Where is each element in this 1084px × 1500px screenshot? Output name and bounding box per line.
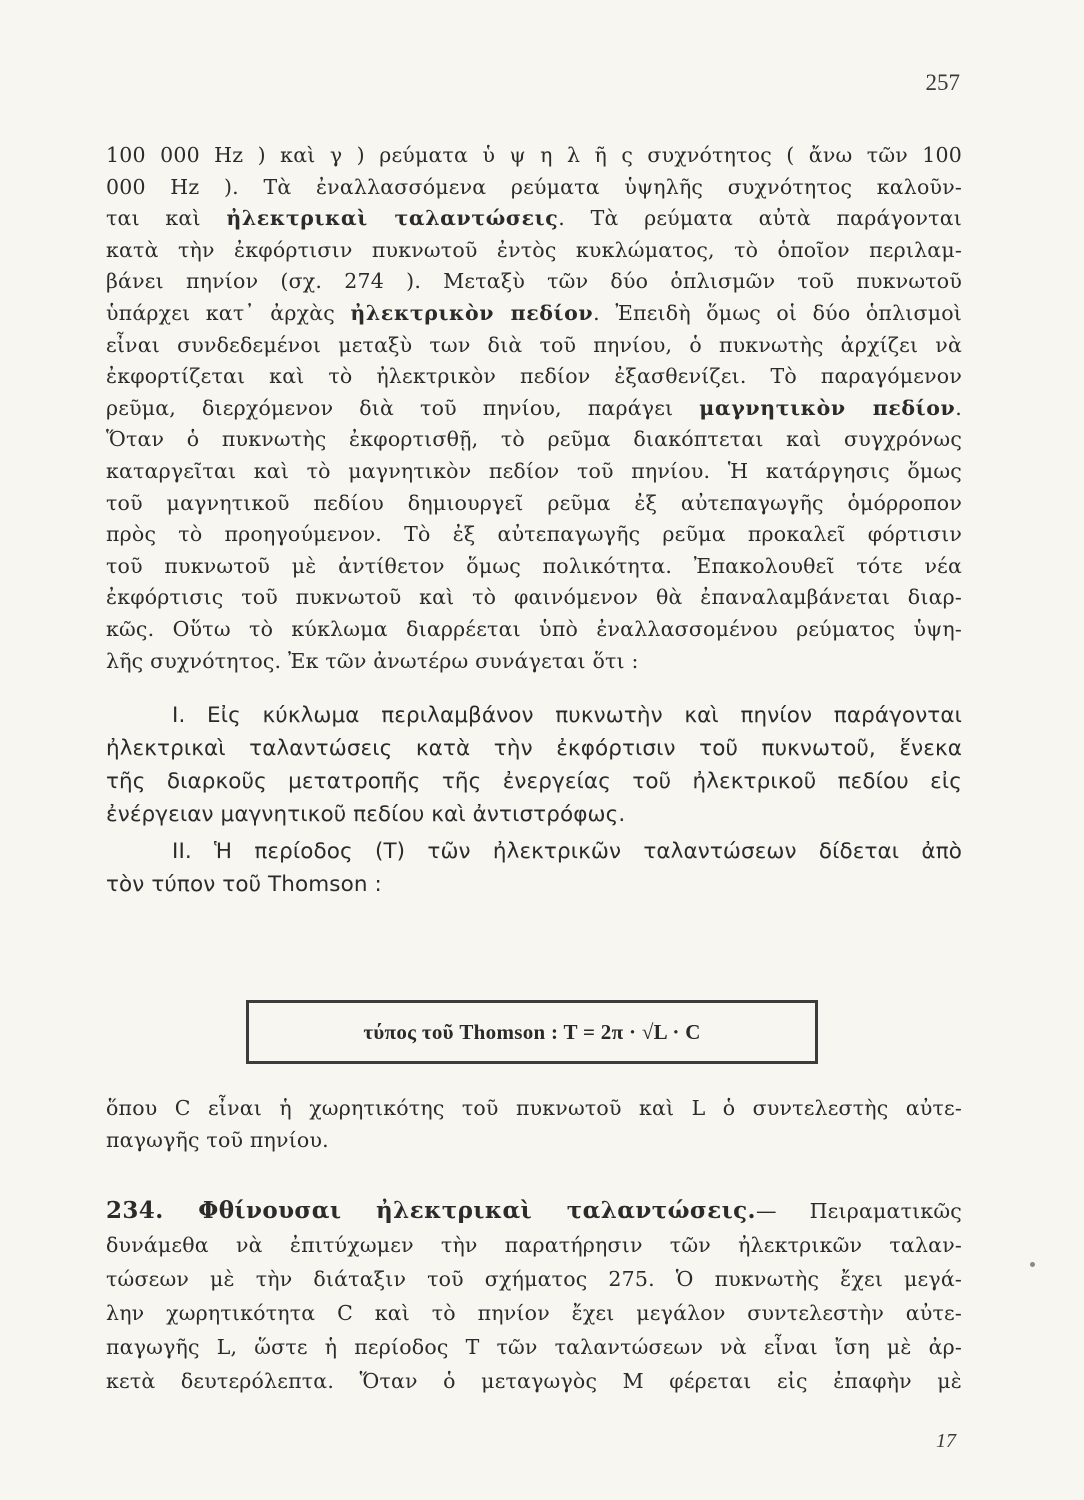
text-fragment: ρεῦμα, διερχόμενον διὰ τοῦ πηνίου, παράγει (106, 395, 700, 420)
text-line: τοῦ πυκνωτοῦ μὲ ἀντίθετον ὅμως πολικότητα. Ἐπακολουθεῖ τότε νέα (106, 553, 962, 578)
text-line: λην χωρητικότητα C καὶ τὸ πηνίον ἔχει μεγάλον συντελεστὴν αὐτε- (106, 1301, 962, 1325)
text-fragment: . Ἐπειδὴ ὅμως οἱ δύο ὁπλισμοὶ (593, 300, 962, 325)
text-fragment: ται καὶ (106, 206, 227, 231)
section-234 (106, 1194, 962, 1398)
text-line (106, 298, 962, 330)
formula-explanation (106, 1093, 962, 1156)
main-text (106, 140, 962, 901)
text-line: κατὰ τὴν ἐκφόρτισιν πυκνωτοῦ ἐντὸς κυκλώματος, τὸ ὁποῖον περιλαμ- (106, 237, 962, 262)
conclusions-list (106, 699, 962, 901)
text-line (106, 203, 962, 235)
conclusion-line: ἐνέργειαν μαγνητικοῦ πεδίου καὶ ἀντιστρόφως. (106, 802, 626, 828)
text-line: ἐκφορτίζεται καὶ τὸ ἠλεκτρικὸν πεδίον ἐξασθενίζει. Τὸ παραγόμενον (106, 364, 962, 389)
text-line: λῆς συχνότητος. Ἐκ τῶν ἀνωτέρω συνάγεται ὅτι : (106, 648, 639, 673)
text-line: βάνει πηνίον (σχ. 274 ). Μεταξὺ τῶν δύο ὁπλισμῶν τοῦ πυκνωτοῦ (106, 269, 962, 294)
conclusion-line: τῆς διαρκοῦς μετατροπῆς τῆς ἐνεργείας τοῦ ἠλεκτρικοῦ πεδίου εἰς (106, 769, 962, 795)
text-line: 000 Hz ). Τὰ ἐναλλασσόμενα ρεύματα ὑψηλῆς συχνότητος καλοῦν- (106, 174, 962, 199)
print-speck (1030, 1262, 1035, 1267)
printer-signature: 17 (936, 1430, 956, 1452)
bold-term: ἠλεκτρικὸν πεδίον (350, 300, 594, 325)
text-line: πρὸς τὸ προηγούμενον. Τὸ ἐξ αὐτεπαγωγῆς ρεῦμα προκαλεῖ φόρτισιν (106, 522, 962, 547)
text-line: κετὰ δευτερόλεπτα. Ὅταν ὁ μεταγωγὸς Μ φέρεται εἰς ἐπαφὴν μὲ (106, 1369, 962, 1393)
text-line: ἐκφόρτισις τοῦ πυκνωτοῦ καὶ τὸ φαινόμενον θὰ ἐπαναλαμβάνεται διαρ- (106, 585, 962, 610)
conclusion-line: II. Ἡ περίοδος (Τ) τῶν ἠλεκτρικῶν ταλαντώσεων δίδεται ἀπὸ (172, 839, 962, 865)
text-fragment: ὑπάρχει κατ᾽ ἀρχὰς (106, 300, 351, 325)
text-line: ὅπου C εἶναι ἡ χωρητικότης τοῦ πυκνωτοῦ καὶ L ὁ συντελεστὴς αὐτε- (106, 1096, 962, 1120)
section-heading: 234. Φθίνουσαι ἠλεκτρικαὶ ταλαντώσεις. (106, 1197, 756, 1224)
text-line: 100 000 Hz ) καὶ γ ) ρεύματα ὑ ψ η λ ῆ ς συχνότητος ( ἄνω τῶν 100 (106, 143, 962, 167)
thomson-formula-box (246, 1000, 818, 1064)
text-line: Ὅταν ὁ πυκνωτὴς ἐκφορτισθῇ, τὸ ρεῦμα διακόπτεται καὶ συγχρόνως (106, 427, 962, 452)
section-heading-line (106, 1194, 962, 1228)
thomson-formula: τύπος τοῦ Thomson : T = 2π · √L · C (363, 1019, 701, 1044)
text-line: παγωγῆς L, ὥστε ἡ περίοδος T τῶν ταλαντώσεων νὰ εἶναι ἴση μὲ ἀρ- (106, 1335, 962, 1359)
section-heading-tail: — Πειραματικῶς (755, 1199, 962, 1223)
text-line: παγωγῆς τοῦ πηνίου. (106, 1127, 329, 1152)
bold-term: μαγνητικὸν πεδίον (699, 395, 956, 420)
conclusion-line: ἠλεκτρικαὶ ταλαντώσεις κατὰ τὴν ἐκφόρτισιν τοῦ πυκνωτοῦ, ἕνεκα (106, 736, 962, 762)
text-fragment: . Τὰ ρεύματα αὐτὰ παράγονται (558, 206, 962, 231)
text-line: κῶς. Οὕτω τὸ κύκλωμα διαρρέεται ὑπὸ ἐναλλασσομένου ρεύματος ὑψη- (106, 616, 962, 641)
text-line (106, 393, 962, 425)
page-number: 257 (925, 70, 960, 95)
text-line: εἶναι συνδεδεμένοι μεταξὺ των διὰ τοῦ πηνίου, ὁ πυκνωτὴς ἀρχίζει νὰ (106, 332, 962, 357)
conclusion-line: τὸν τύπον τοῦ Thomson : (106, 872, 382, 898)
text-line: δυνάμεθα νὰ ἐπιτύχωμεν τὴν παρατήρησιν τῶν ἠλεκτρικῶν ταλαν- (106, 1233, 962, 1257)
conclusion-line: I. Εἰς κύκλωμα περιλαμβάνον πυκνωτὴν καὶ πηνίον παράγονται (172, 703, 962, 729)
bold-term: ἠλεκτρικαὶ ταλαντώσεις (226, 206, 559, 231)
text-line: τοῦ μαγνητικοῦ πεδίου δημιουργεῖ ρεῦμα ἐξ αὐτεπαγωγῆς ὁμόρροπον (106, 490, 962, 515)
text-fragment: . (955, 395, 963, 420)
text-line: τώσεων μὲ τὴν διάταξιν τοῦ σχήματος 275. Ὁ πυκνωτὴς ἔχει μεγά- (106, 1267, 962, 1291)
paragraph-oscillations (106, 140, 962, 677)
text-line: καταργεῖται καὶ τὸ μαγνητικὸν πεδίον τοῦ πηνίου. Ἡ κατάργησις ὅμως (106, 458, 962, 483)
